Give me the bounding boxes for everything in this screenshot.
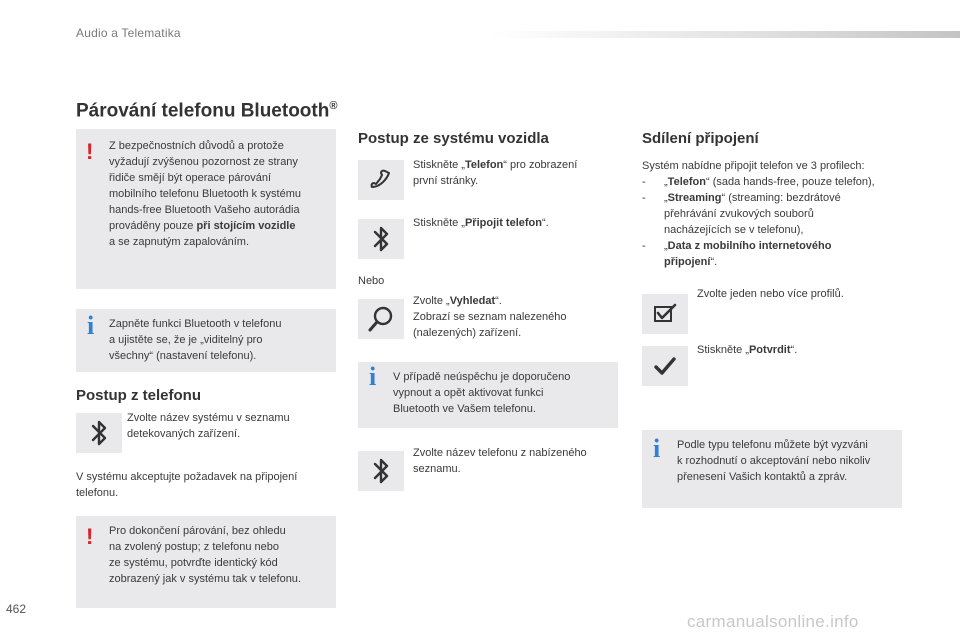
vehicle-step4-text: Zvolte název telefonu z nabízeného seznamu. [413, 447, 587, 475]
checkbox-icon-box [642, 294, 688, 334]
phone-icon-box [358, 160, 404, 200]
bluetooth-icon-box [358, 451, 404, 491]
vehicle-step1-text: Stiskněte „Telefon“ pro zobrazení první stránky. [413, 159, 578, 187]
vehicle-step3-text: Zvolte „Vyhledat“. Zobrazí se seznam nalezeného (nalezených) zařízení. [413, 295, 567, 339]
profile-list-item: - „Streaming“ (streaming: bezdrátové přehrávání zvukových souborů nacházejících se v telefonu), [642, 192, 841, 236]
bluetooth-icon-box [358, 219, 404, 259]
search-icon-box [358, 299, 404, 339]
info-mark-icon: i [653, 434, 661, 463]
warning-mark-icon: ! [86, 524, 94, 549]
watermark: carmanualsonline.info [687, 612, 859, 631]
info-mark-icon: i [369, 362, 377, 391]
bluetooth-icon [371, 224, 391, 254]
info-box-failure [358, 362, 618, 428]
or-label: Nebo [358, 275, 385, 287]
section-title-connection-sharing: Sdílení připojení [642, 130, 759, 147]
info-text-enable-bluetooth: Zapněte funkci Bluetooth v telefonu a ujistěte se, že je „viditelný pro všechny“ (nastavení telefonu). [109, 318, 282, 362]
header-bar [490, 31, 960, 38]
section-title-vehicle-procedure: Postup ze systému vozidla [358, 130, 549, 147]
page-number: 462 [6, 602, 27, 616]
info-text-contacts: Podle typu telefonu můžete být vyzváni k rozhodnutí o akceptování nebo nikoliv přenesení Vašich kontaktů a zpráv. [677, 439, 871, 483]
vehicle-step2-text: Stiskněte „Připojit telefon“. [413, 217, 549, 229]
bluetooth-icon-box [76, 413, 122, 453]
warning-text-safety: Z bezpečnostních důvodů a protože vyžadují zvýšenou pozornost ze strany řidiče smějí být operace párování mobilního telefonu Bluetooth k systému hands-free Bluetooth Vašeho autorádia prováděny pouze při stojícím vozidle a se zapnutým zapalováním. [109, 140, 302, 248]
check-icon [653, 355, 677, 377]
check-icon-box [642, 346, 688, 386]
section-title-phone-procedure: Postup z telefonu [76, 387, 201, 404]
profiles-intro-text: Systém nabídne připojit telefon ve 3 profilech: [642, 160, 865, 172]
page-title: Párování telefonu Bluetooth® [76, 100, 338, 122]
bluetooth-icon [371, 456, 391, 486]
accept-request-text: V systému akceptujte požadavek na připojení telefonu. [76, 471, 298, 499]
warning-mark-icon: ! [86, 139, 94, 164]
bluetooth-icon [89, 418, 109, 448]
confirm-step-text: Stiskněte „Potvrdit“. [697, 344, 798, 356]
checkbox-icon [651, 302, 679, 326]
header-title: Audio a Telematika [76, 26, 181, 40]
select-profiles-text: Zvolte jeden nebo více profilů. [697, 288, 844, 300]
phone-step-text: Zvolte název systému v seznamu detekovaných zařízení. [127, 412, 290, 440]
info-box-contacts [642, 430, 902, 508]
profile-list-item: - „Data z mobilního internetového připojení“. [642, 240, 832, 268]
warning-box-safety [76, 129, 336, 289]
profile-list-item: - „Telefon“ (sada hands-free, pouze telefon), [642, 176, 875, 188]
info-text-failure: V případě neúspěchu je doporučeno vypnout a opět aktivovat funkci Bluetooth ve Vašem telefonu. [393, 371, 571, 415]
phone-icon [368, 167, 394, 193]
warning-box-code [76, 516, 336, 608]
info-mark-icon: i [87, 311, 95, 340]
search-icon [366, 304, 396, 334]
info-box-enable-bluetooth [76, 309, 336, 372]
warning-text-code: Pro dokončení párování, bez ohledu na zvolený postup; z telefonu nebo ze systému, potvrďte identický kód zobrazený jak v systému tak v telefonu. [109, 525, 301, 585]
